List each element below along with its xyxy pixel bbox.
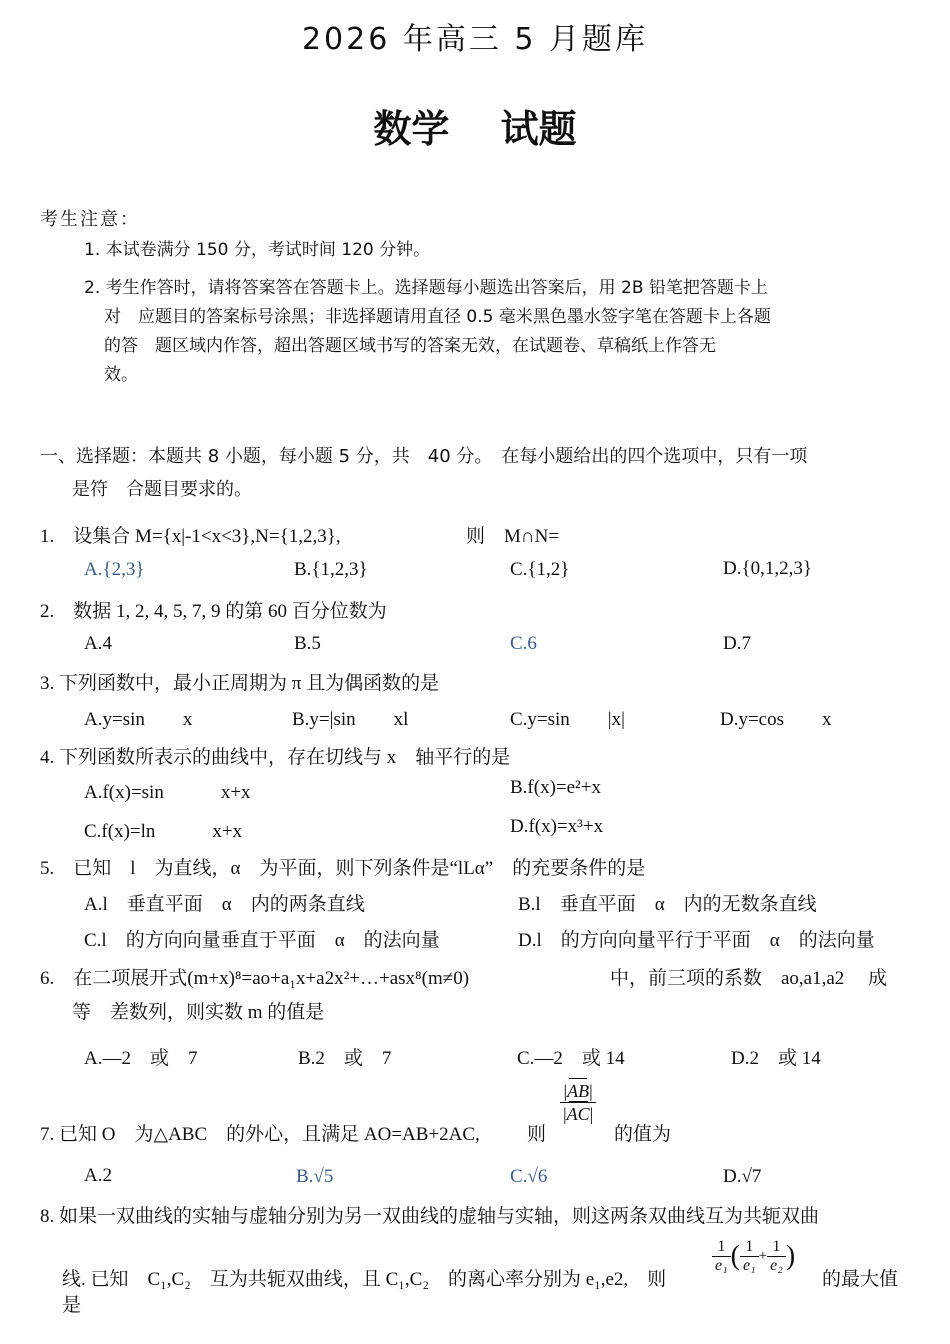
question-2-option-b: B.5 (294, 633, 321, 654)
question-7-option-c: C.√6 (510, 1166, 548, 1187)
question-7-stem-tail: 的值为 (614, 1124, 672, 1145)
question-6-option-b: B.2 或 7 (298, 1048, 392, 1069)
notice-heading: 考生注意： (40, 209, 140, 230)
question-2-option-a: A.4 (84, 633, 112, 654)
question-3-option-c: C.y=sin |x| (510, 709, 625, 730)
question-6-option-d: D.2 或 14 (731, 1048, 821, 1069)
exam-title: 2026 年高三 5 月题库 (301, 22, 649, 57)
question-3-stem: 3. 下列函数中，最小正周期为 π 且为偶函数的是 (40, 673, 440, 694)
notice-item-2-line-1: 2. 考生作答时，请将答案答在答题卡上。选择题每小题选出答案后，用 2B 铅笔把答题卡上 (84, 278, 768, 298)
vector-ac: AC (566, 1104, 590, 1124)
question-8-line-2: 线. 已知 C₁,C₂ 互为共轭双曲线，且 C₁,C₂ 的离心率分别为 e₁,e2, 则 (62, 1269, 667, 1290)
question-3-option-a: A.y=sin x (84, 709, 193, 730)
question-6-stem-tail: 中，前三项的系数 ao,a1,a2 成 (610, 968, 888, 989)
question-7-stem: 7. 已知 O 为△ABC 的外心，且满足 AO=AB+2AC, (40, 1124, 480, 1145)
section-heading-line-2: 是符 合题目要求的。 (72, 479, 252, 500)
question-2-option-d: D.7 (723, 633, 751, 654)
question-8-formula: $\frac{1}{\text{e₁}}$ ( $\frac{1}{\text{e₁}}$ + $\frac{1}{\text{e₂}}$ ) (712, 1238, 795, 1275)
notice-item-2-line-4: 效。 (104, 365, 138, 385)
question-1-option-c: C.{1,2} (510, 559, 570, 580)
question-5-option-a: A.l 垂直平面 α 内的两条直线 (84, 894, 365, 915)
question-5-option-c: C.l 的方向向量垂直于平面 α 的法向量 (84, 930, 440, 951)
question-7-option-a: A.2 (84, 1165, 112, 1186)
question-7-option-b: B.√5 (296, 1166, 334, 1187)
question-4-stem: 4. 下列函数所表示的曲线中，存在切线与 x 轴平行的是 (40, 747, 511, 768)
section-heading-line-1: 一、选择题：本题共 8 小题，每小题 5 分，共 40 分。 在每小题给出的四个选项中，只有一项 (40, 446, 808, 467)
question-1-option-a: A.{2,3} (84, 559, 145, 580)
question-1-stem: 1. 设集合 M={x|-1<x<3},N={1,2,3}, (40, 526, 341, 547)
question-4-option-c: C.f(x)=ln x+x (84, 821, 243, 842)
notice-item-2-line-2: 对 应题目的答案标号涂黑；非选择题请用直径 0.5 毫米黑色墨水签字笔在答题卡上各题 (104, 307, 771, 327)
question-3-option-d: D.y=cos x (720, 709, 832, 730)
question-4-option-a: A.f(x)=sin x+x (84, 782, 251, 803)
question-5-option-d: D.l 的方向向量平行于平面 α 的法向量 (518, 930, 875, 951)
question-8-line-1: 8. 如果一双曲线的实轴与虚轴分别为另一双曲线的虚轴与实轴，则这两条双曲线互为共轭双曲 (40, 1206, 820, 1227)
question-5-option-b: B.l 垂直平面 α 内的无数条直线 (518, 894, 817, 915)
question-7-fraction: $\frac{|AB|}{|AC|}$ (560, 1080, 596, 1125)
question-4-option-d: D.f(x)=x³+x (510, 816, 604, 837)
question-8-line-3: 是 (62, 1295, 82, 1316)
question-6-option-a: A.—2 或 7 (84, 1048, 198, 1069)
question-4-option-b: B.f(x)=e²+x (510, 777, 601, 798)
question-7-stem-then: 则 (527, 1124, 547, 1145)
notice-item-1: 1. 本试卷满分 150 分，考试时间 120 分钟。 (84, 240, 431, 260)
question-2-option-c: C.6 (510, 633, 537, 654)
question-6-option-c: C.—2 或 14 (517, 1048, 625, 1069)
question-7-option-d: D.√7 (723, 1166, 762, 1187)
question-5-stem: 5. 已知 l 为直线，α 为平面，则下列条件是“lLα” 的充要条件的是 (40, 858, 646, 879)
question-2-stem: 2. 数据 1, 2, 4, 5, 7, 9 的第 60 百分位数为 (40, 601, 387, 622)
question-3-option-b: B.y=|sin xl (292, 709, 409, 730)
question-1-stem-tail: 则 M∩N= (466, 526, 560, 547)
question-1-option-d: D.{0,1,2,3} (723, 558, 812, 579)
subject-title: 数学 试题 (373, 107, 577, 151)
question-8-line-2-tail: 的最大值 (822, 1269, 899, 1290)
question-6-stem: 6. 在二项展开式(m+x)⁸=ao+a₁x+a2x²+…+asx⁸(m≠0) (40, 968, 470, 989)
notice-item-2-line-3: 的答 题区域内作答，超出答题区域书写的答案无效，在试题卷、草稿纸上作答无 (104, 336, 716, 356)
question-1-option-b: B.{1,2,3} (294, 559, 368, 580)
question-6-stem-line-2: 等 差数列，则实数 m 的值是 (72, 1002, 325, 1023)
vector-ab: AB (567, 1081, 590, 1101)
